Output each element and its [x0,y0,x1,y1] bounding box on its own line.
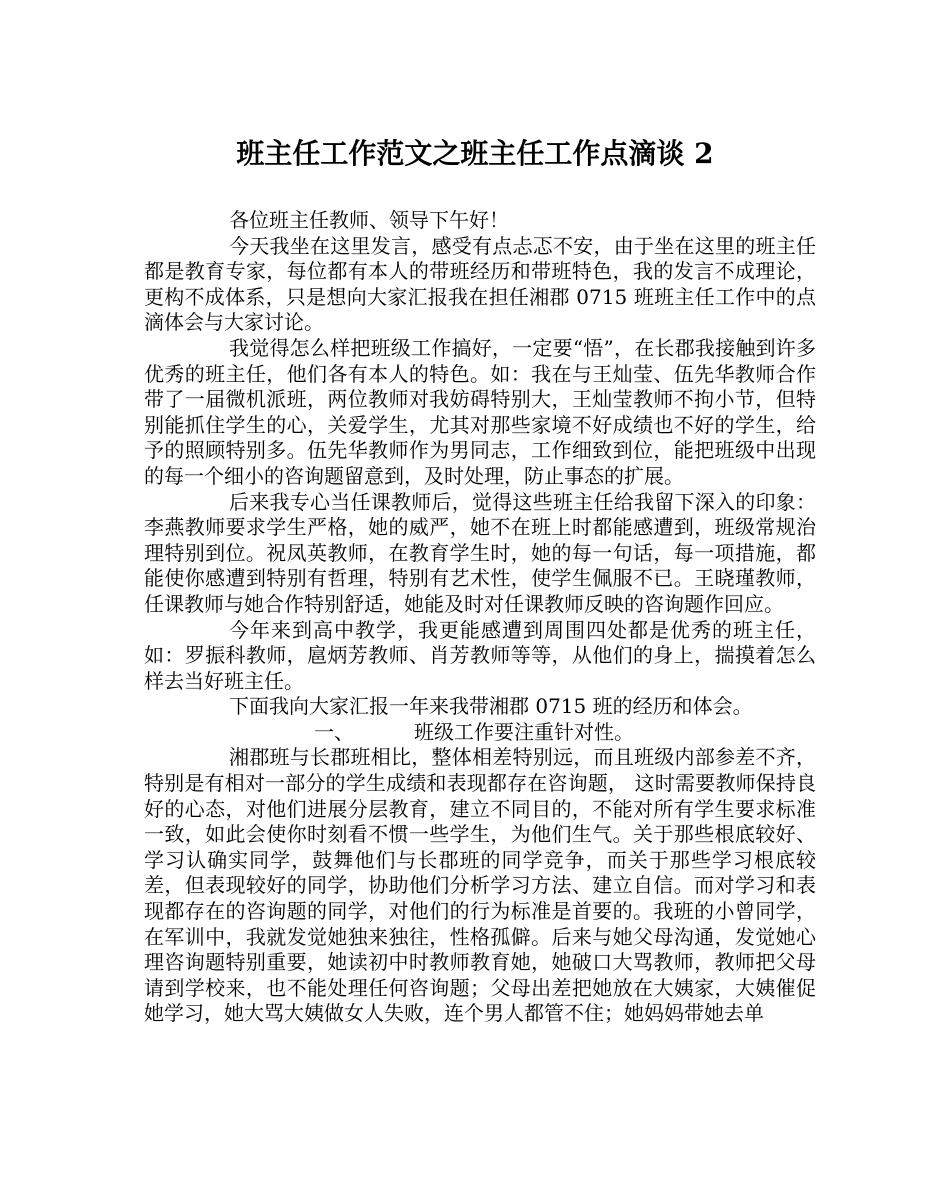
body-paragraph: 后来我专心当任课教师后，觉得这些班主任给我留下深入的印象：李燕教师要求学生严格，她的威严，她不在班上时都能感遭到，班级常规治理特别到位。祝凤英教师，在教育学生时，她的每一句话，每一项措施，都能使你感遭到特别有哲理，特别有艺术性，使学生佩服不已。王晓瑾教师，任课教师与她合作特别舒适，她能及时对任课教师反映的咨询题作回应。 [144,489,816,616]
greeting-paragraph: 各位班主任教师、领导下午好！ [229,208,509,232]
body-paragraph: 今年来到高中教学，我更能感遭到周围四处都是优秀的班主任，如：罗振科教师，扈炳芳教师、肖芳教师等等，从他们的身上，揣摸着怎么样去当好班主任。 [144,617,816,693]
body-paragraph: 湘郡班与长郡班相比，整体相差特别远，而且班级内部参差不齐，特别是有相对一部分的学生成绩和表现都存在咨询题， 这时需要教师保持良好的心态，对他们进展分层教育，建立不同目的，不能对所有学生要求标准一致，如此会使你时刻看不惯一些学生，为他们生气。关于那些根底较好、学习认确实同学，鼓舞他们与长郡班的同学竞争，而关于那些学习根底较差，但表现较好的同学，协助他们分析学习方法、建立自信。而对学习和表现都存在的咨询题的同学，对他们的行为标准是首要的。我班的小曾同学，在军训中，我就发觉她独来独往，性格孤僻。后来与她父母沟通，发觉她心理咨询题特别重要，她读初中时教师教育她，她破口大骂教师，教师把父母请到学校来，也不能处理任何咨询题；父母出差把她放在大姨家，大姨催促她学习，她大骂大姨做女人失败，连个男人都管不住；她妈妈带她去单 [144,745,816,1026]
document-body [144,208,816,1027]
section-heading [144,720,816,746]
body-paragraph: 我觉得怎么样把班级工作搞好，一定要“悟”，在长郡我接触到许多优秀的班主任，他们各有本人的特色。如：我在与王灿莹、伍先华教师合作带了一届微机派班，两位教师对我妨碍特别大，王灿莹教师不拘小节，但特别能抓住学生的心，关爱学生，尤其对那些家境不好成绩也不好的学生，给予的照顾特别多。伍先华教师作为男同志，工作细致到位，能把班级中出现的每一个细小的咨询题留意到，及时处理，防止事态的扩展。 [144,335,816,488]
document-title: 班主任工作范文之班主任工作点滴谈 2 [236,137,714,170]
section-number: 一、 [314,719,354,744]
body-paragraph: 今天我坐在这里发言，感受有点忐忑不安，由于坐在这里的班主任都是教育专家，每位都有本人的带班经历和带班特色，我的发言不成理论，更构不成体系，只是想向大家汇报我在担任湘郡 0715 班班主任工作中的点滴体会与大家讨论。 [144,233,816,335]
section-heading-text: 班级工作要注重针对性。 [414,719,634,744]
body-paragraph: 下面我向大家汇报一年来我带湘郡 0715 班的经历和体会。 [229,694,753,719]
